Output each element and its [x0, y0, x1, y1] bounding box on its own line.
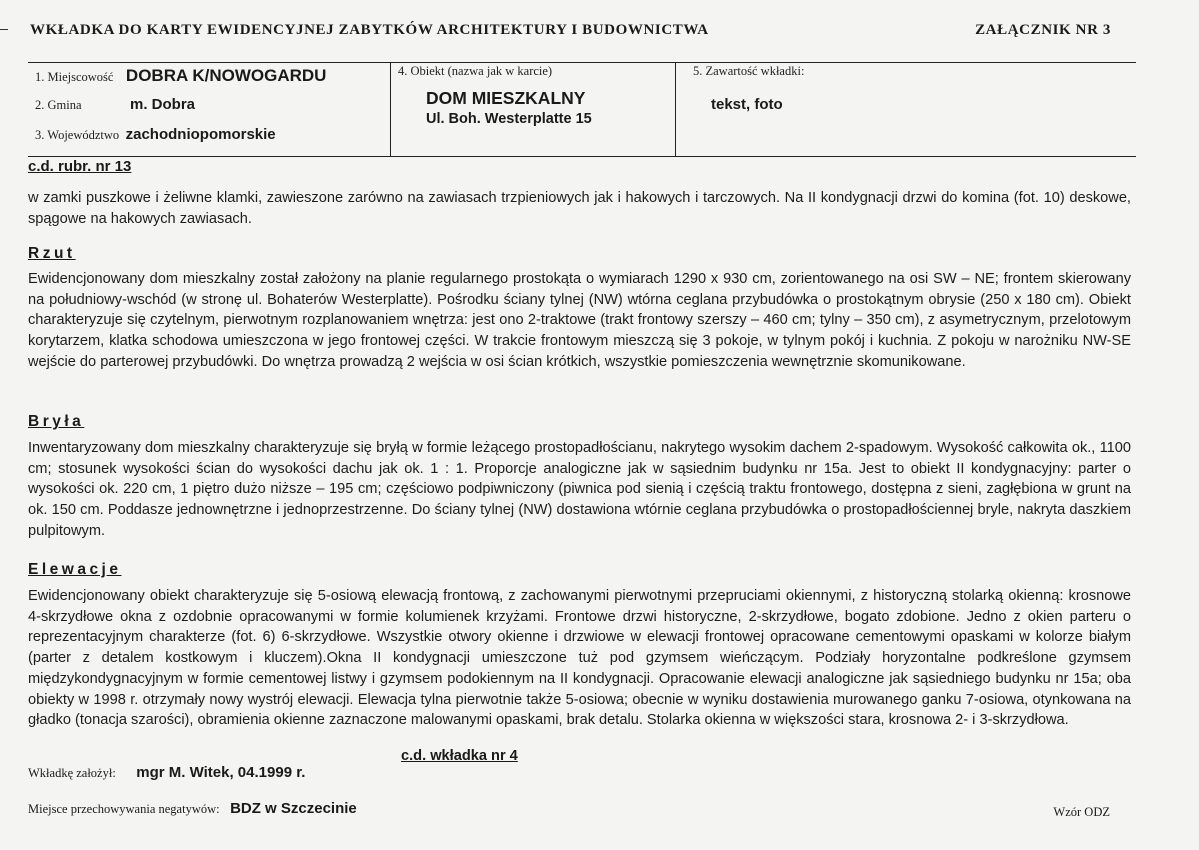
commune-value: m. Dobra	[129, 96, 195, 113]
section-text-elewacje: Ewidencjonowany obiekt charakteryzuje się 5-osiową elewacją frontową, z zachowanymi pierwotnymi przepruciami okiennymi, z historyczną stolarką okienną: krosnowe 4-skrzydłowe okna z ozdobnie opracowanymi w formie kolumienek krzyżami. Frontowe drzwi historyczne, 2-skrzydłowe, bogato zdobione. Jedno z okien parteru o reprezentacyjnym charakterze (fot. 6) 6-skrzydłowe. Wszystkie otwory okienne i drzwiowe w elewacji frontowej opracowane cementowymi opaskami w kolorze białym (parter z detalem kostkowym i kluczem).Okna II kondygnacji umieszczone tuż pod gzymsem wieńczącym. Podziały horyzontalne podkreślone gzymsem międzykondygnacyjnym w formie cementowej listwy i gzymsem podokiennym na II kondygnacji. Opracowanie elewacji analogiczne jak sąsiedniego budynku nr 15a; oba obiekty w 1998 r. otrzymały nowy wystrój elewacji. Elewacja tylna pierwotnie także 5-osiowa; obecnie w wyniku dostawienia murowanego ganku 7-osiowa, otynkowana na gładko (tonacja szarości), obramienia okienne zaznaczone malowanymi opaskami, brak detalu. Stolarka okienna w większości stara, krosnowa 2- i 3-skrzydłowa.	[28, 588, 1131, 729]
form-divider-1	[390, 62, 391, 157]
continuation-text: w zamki puszkowe i żeliwne klamki, zawieszone zarówno na zawiasach trzpieniowych jak i hakowych i tarczowych. Na II kondygnacji drzwi do komina (fot. 10) deskowe, spągowe na hakowych zawiasach.	[28, 190, 1131, 227]
annex-number: ZAŁĄCZNIK NR 3	[975, 22, 1111, 38]
template-mark: Wzór ODZ	[1053, 805, 1110, 819]
negatives-location	[28, 800, 357, 818]
prepared-by-label: Wkładkę założył:	[28, 766, 116, 780]
form-bottom-line-left	[28, 156, 390, 157]
section-text-bryla: Inwentaryzowany dom mieszkalny charakteryzuje się bryłą w formie leżącego prostopadłościanu, nakrytego wysokim dachem 2-spadowym. Wysokość całkowita ok., 1100 cm; stosunek wysokości ścian do wysokości dachu jak ok. 1 : 1. Proporcje analogiczne jak w sąsiednim budynku nr 15a. Jest to obiekt II kondygnacyjny: parter o wysokości ok. 220 cm, 1 piętro dużo niższe – 195 cm; częściowo podpiwniczony (piwnica pod sienią i częścią traktu frontowego, dostępna z sieni, zagłębiona w grunt na ok. 150 cm. Poddasze jednownętrzne i jednoprzestrzenne. Do ściany tylnej (NW) dostawiona wtórnie ceglana przybudówka o prostopadłościennej bryle, nakryta daszkiem pulpitowym.	[28, 440, 1131, 539]
locality-label: 1. Miejscowość	[35, 70, 114, 84]
scan-edge-mark	[0, 29, 8, 30]
section-heading-rzut: Rzut	[28, 245, 76, 262]
locality-field	[35, 66, 326, 86]
province-field	[35, 126, 276, 144]
section-text-rzut: Ewidencjonowany dom mieszkalny został założony na planie regularnego prostokąta o wymiarach 1290 x 930 cm, zorientowanego na osi SW – NE; frontem skierowany na południowy-wschód (w stronę ul. Bohaterów Westerplatte). Pośrodku ściany tylnej (NW) wtórna ceglana przybudówka o prostokątnym obrysie (250 x 180 cm). Obiekt charakteryzuje się czytelnym, pierwotnym rozplanowaniem wnętrza: jest ono 2-traktowe (trakt frontowy szerszy – 460 cm; tylny – 350 cm), z asymetrycznym, przelotowym korytarzem, klatka schodowa umieszczona w jego frontowej części. W trakcie frontowym mieszczą się 3 pokoje, w tylnym pokój i kuchnia. Z pokoju w narożniku NW-SE wejście do parterowej przybudówki. Do wnętrza prowadzą 2 wejścia w osi ścian krótkich, wszystkie pomieszczenia wewnętrznie skomunikowane.	[28, 271, 1131, 370]
negatives-label: Miejsce przechowywania negatywów:	[28, 802, 220, 816]
commune-field	[35, 96, 195, 114]
contents-label: 5. Zawartość wkładki:	[693, 64, 805, 78]
form-bottom-line-right	[390, 156, 1136, 157]
province-label: 3. Województwo	[35, 128, 120, 142]
contents-value: tekst, foto	[711, 96, 783, 113]
prepared-by	[28, 764, 305, 782]
object-name: DOM MIESZKALNY	[426, 88, 586, 108]
continuation-reference: c.d. wkładka nr 4	[401, 748, 518, 764]
section-heading-bryla: Bryła	[28, 413, 85, 430]
province-value: zachodniopomorskie	[125, 126, 276, 143]
form-divider-2	[675, 62, 676, 157]
locality-value: DOBRA K/NOWOGARDU	[125, 66, 327, 85]
document-title: WKŁADKA DO KARTY EWIDENCYJNEJ ZABYTKÓW ARCHITEKTURY I BUDOWNICTWA	[30, 22, 709, 38]
prepared-by-value: mgr M. Witek, 04.1999 r.	[136, 764, 306, 781]
continuation-heading: c.d. rubr. nr 13	[28, 158, 132, 175]
object-address: Ul. Boh. Westerplatte 15	[426, 111, 592, 127]
section-heading-elewacje: Elewacje	[28, 561, 122, 578]
negatives-value: BDZ w Szczecinie	[230, 800, 357, 817]
commune-label: 2. Gmina	[35, 98, 82, 112]
object-label: 4. Obiekt (nazwa jak w karcie)	[398, 64, 553, 78]
